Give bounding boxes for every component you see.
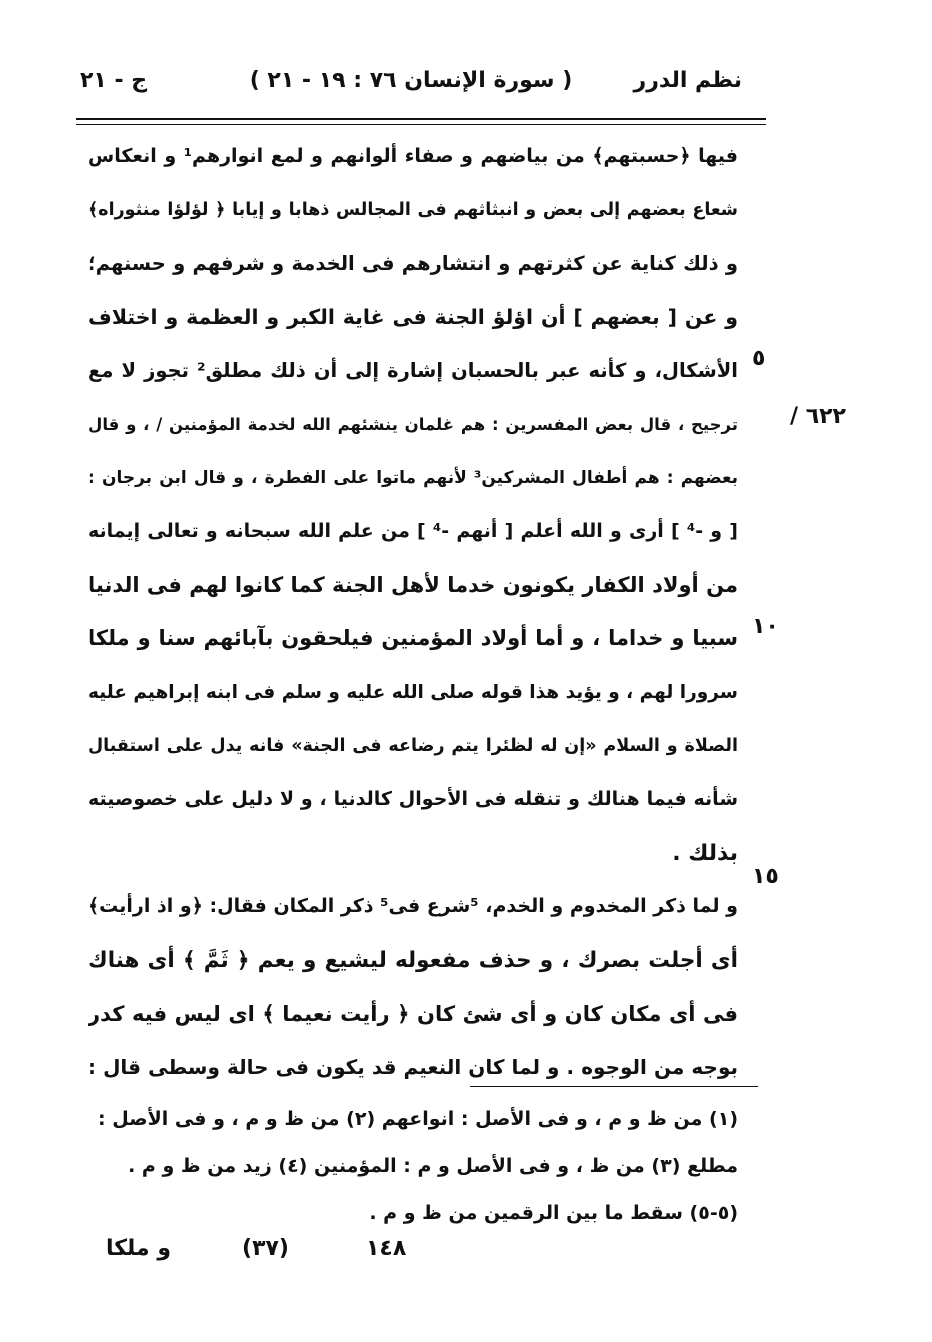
text-line: أى أجلت بصرك ، و حذف مفعوله ليشيع و يعم ﴿ ثَمَّ ﴾ أى هناك bbox=[88, 947, 738, 973]
footnote-rule bbox=[470, 1086, 758, 1087]
signature-mark: (٣٧) bbox=[242, 1236, 289, 1261]
text-line: شأنه فيما هنالك و تنقله فى الأحوال كالدنيا ، و لا دليل على خصوصيته bbox=[88, 788, 738, 811]
volume-number: ج - ٢١ bbox=[80, 68, 148, 93]
text-line: بذلك . bbox=[672, 840, 738, 866]
header-rule-thin bbox=[76, 124, 766, 125]
page-footer bbox=[100, 1236, 430, 1276]
margin-page-reference: ٦٢٢ / bbox=[790, 404, 846, 429]
page-number: ١٤٨ bbox=[366, 1236, 407, 1261]
line-number-15: ١٥ bbox=[752, 864, 779, 889]
main-text bbox=[88, 130, 738, 1095]
running-header bbox=[80, 62, 742, 102]
text-line: الأشكال، و كأنه عبر بالحسبان إشارة إلى أن ذلك مطلق² تجوز لا مع bbox=[88, 359, 738, 383]
header-rule bbox=[76, 118, 766, 120]
text-line: [ و -⁴ ] أرى و الله أعلم [ أنهم -⁴ ] من علم الله سبحانه و تعالى إيمانه bbox=[88, 520, 738, 543]
catchword: و ملكا bbox=[106, 1236, 171, 1261]
book-title: نظم الدرر bbox=[633, 68, 742, 93]
text-line: و لما ذكر المخدوم و الخدم، ⁵شرع فى⁵ ذكر المكان فقال: ﴿و اذ ارأيت﴾ bbox=[88, 895, 738, 918]
text-line: بوجه من الوجوه . و لما كان النعيم قد يكون فى حالة وسطى قال : bbox=[88, 1055, 738, 1080]
text-line: ترجيح ، قال بعض المفسرين : هم غلمان ينشئهم الله لخدمة المؤمنين / ، و قال bbox=[88, 414, 738, 434]
text-line: الصلاة و السلام «إن له لظئرا يتم رضاعه فى الجنة» فانه يدل على استقبال bbox=[88, 735, 738, 756]
footnote-line: (٥-٥) سقط ما بين الرقمين من ظ و م . bbox=[369, 1202, 738, 1224]
footnote-line: (١) من ظ و م ، و فى الأصل : انواعهم (٢) من ظ و م ، و فى الأصل : bbox=[98, 1108, 738, 1130]
text-line: بعضهم : هم أطفال المشركين³ لأنهم ماتوا على الفطرة ، و قال ابن برجان : bbox=[88, 467, 738, 488]
footnotes bbox=[88, 1096, 738, 1237]
text-line: شعاع بعضهم إلى بعض و انبثاثهم فى المجالس ذهابا و إيابا ﴿ لؤلؤا منثوراه﴾ bbox=[88, 199, 738, 220]
text-line: فيها ﴿حسبتهم﴾ من بياضهم و صفاء ألوانهم و لمع انوارهم¹ و انعكاس bbox=[88, 145, 738, 167]
text-line: من أولاد الكفار يكونون خدما لأهل الجنة كما كانوا لهم فى الدنيا bbox=[88, 572, 738, 597]
surah-reference: ( سورة الإنسان ٧٦ : ١٩ - ٢١ ) bbox=[249, 68, 573, 93]
text-line: سرورا لهم ، و يؤيد هذا قوله صلى الله عليه و سلم فى ابنه إبراهيم عليه bbox=[88, 681, 738, 703]
line-number-10: ١٠ bbox=[752, 614, 779, 639]
text-line: سبيا و خداما ، و أما أولاد المؤمنين فيلحقون بآبائهم سنا و ملكا bbox=[88, 626, 738, 651]
text-line: و ذلك كناية عن كثرتهم و انتشارهم فى الخدمة و شرفهم و حسنهم؛ bbox=[88, 252, 738, 276]
text-line: و عن [ بعضهم ] أن اؤلؤ الجنة فى غاية الكبر و العظمة و اختلاف bbox=[88, 304, 738, 329]
text-line: فى أى مكان كان و أى شئ كان ﴿ رأيت نعيما ﴾ اى ليس فيه كدر bbox=[88, 1001, 738, 1026]
footnote-line: مطلع (٣) من ظ ، و فى الأصل و م : المؤمنين (٤) زيد من ظ و م . bbox=[128, 1155, 738, 1177]
line-number-5: ٥ bbox=[752, 346, 766, 371]
